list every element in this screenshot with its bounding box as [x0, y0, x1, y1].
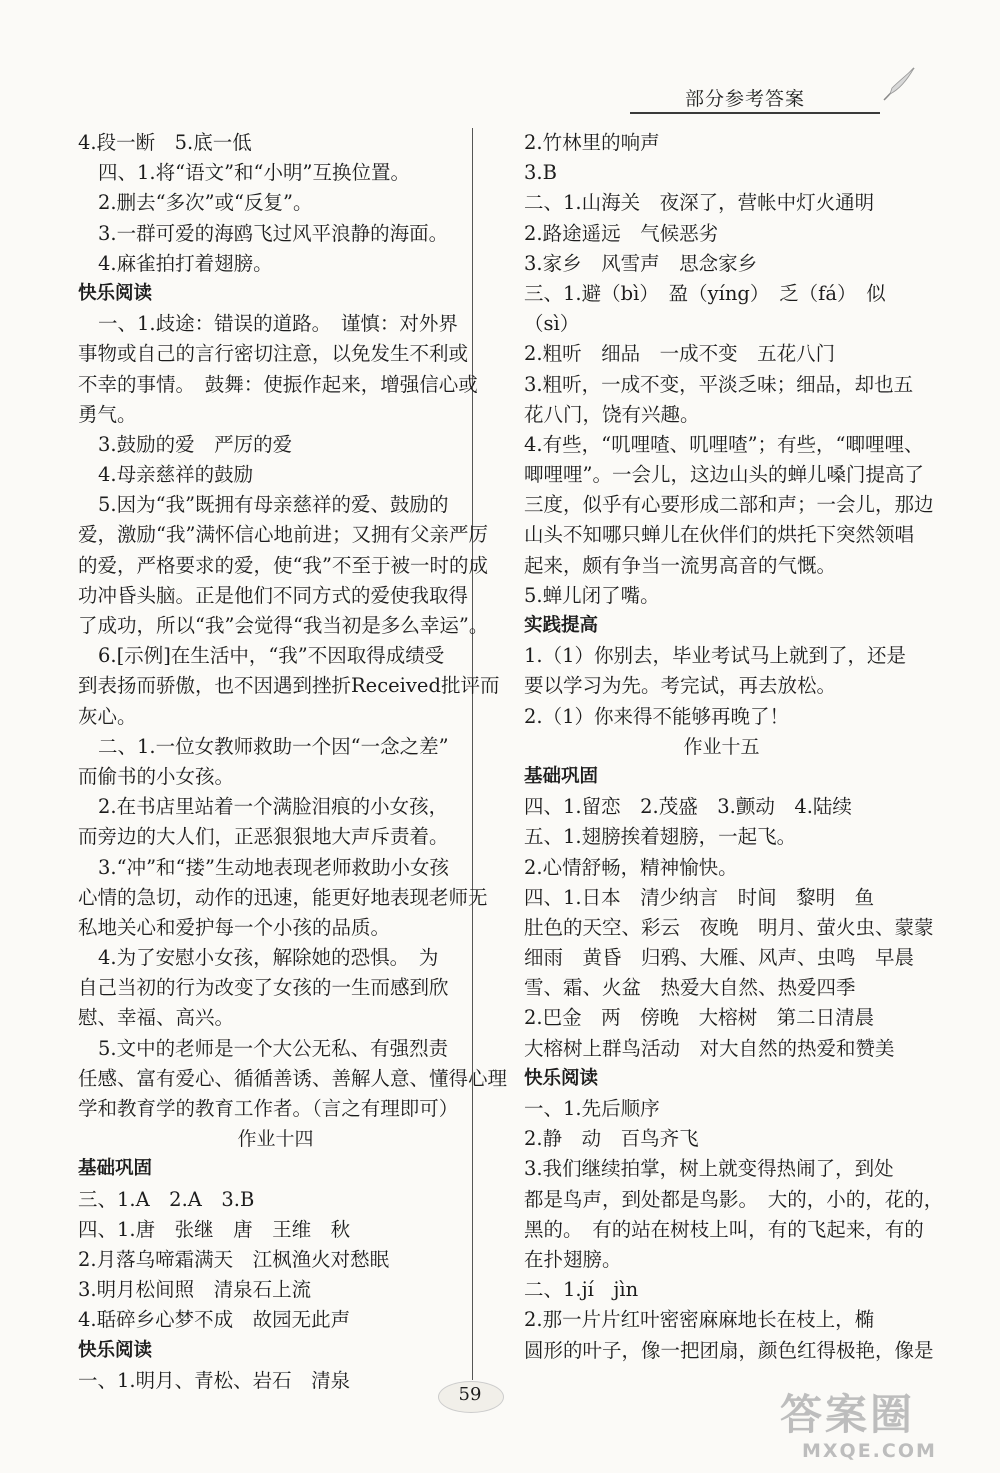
answer-line: 任感、富有爱心、循循善诱、善解人意、懂得心理: [78, 1066, 508, 1090]
answer-line: 1.（1）你别去，毕业考试马上就到了，还是: [524, 644, 907, 668]
page-number-text: 59: [458, 1384, 482, 1405]
answer-line: 一、1.先后顺序: [524, 1097, 660, 1120]
answer-line: 2.静 动 百鸟齐飞: [524, 1127, 699, 1151]
answer-line: 山头不知哪只蝉儿在伙伴们的烘托下突然领唱: [524, 523, 915, 547]
answer-line: 2.（1）你来得不能够再晚了！: [524, 704, 790, 728]
answer-line: 2.月落乌啼霜满天 江枫渔火对愁眠: [78, 1247, 390, 1271]
answer-line: 4.有些，“叽哩喳、叽哩喳”；有些，“唧哩哩、: [524, 432, 924, 456]
answer-line: 不幸的事情。 鼓舞：使振作起来，增强信心或: [78, 372, 478, 396]
watermark-domain: MXQE.COM: [802, 1440, 937, 1462]
assignment-title: 作业十五: [683, 735, 760, 758]
answer-line: 三、1.A 2.A 3.B: [78, 1187, 255, 1211]
section-heading: 快乐阅读: [524, 1067, 599, 1089]
answer-line: 4.段一断 5.底一低: [78, 131, 252, 154]
answer-line: 一、1.歧途：错误的道路。 谨慎：对外界: [98, 312, 458, 336]
answer-line: 4.聒碎乡心梦不成 故园无此声: [78, 1308, 351, 1332]
answer-line: 4.麻雀拍打着翅膀。: [98, 251, 273, 275]
answer-line: 而偷书的小女孩。: [78, 764, 235, 788]
answer-line: 肚色的天空、彩云 夜晚 明月、萤火虫、蒙蒙: [524, 915, 934, 939]
answer-line: 5.蝉儿闭了嘴。: [524, 583, 660, 607]
answer-line: 雪、霜、火盆 热爱大自然、热爱四季: [524, 976, 856, 1000]
answer-line: 事物或自己的言行密切注意，以免发生不利或: [78, 342, 469, 366]
answer-line: 到表扬而骄傲，也不因遇到挫折Received批评而: [78, 674, 500, 698]
answer-line: 3.家乡 风雪声 思念家乡: [524, 251, 758, 275]
answer-line: 三、1.避（bì） 盈（yíng） 乏（fá） 似: [524, 281, 886, 305]
section-heading: 实践提高: [524, 615, 599, 636]
answer-line: 二、1.山海关 夜深了，营帐中灯火通明: [524, 191, 875, 215]
answer-line: 2.那一片片红叶密密麻麻地长在枝上，椭: [524, 1308, 875, 1332]
watermark-logo-text: 答案圈: [780, 1390, 916, 1439]
answer-line: 花八门，饶有兴趣。: [524, 402, 700, 426]
header-rule: [630, 112, 880, 114]
answer-line: 了成功，所以“我”会觉得“我当初是多么幸运”。: [78, 614, 489, 637]
answer-line: （sì）: [524, 312, 580, 336]
answer-line: 三度，似乎有心要形成二部和声；一会儿，那边: [524, 493, 934, 517]
watermark: [780, 1390, 990, 1468]
answer-line: 黑的。 有的站在树枝上叫，有的飞起来，有的: [524, 1217, 924, 1241]
answer-line: 在扑翅膀。: [524, 1247, 622, 1271]
answer-line: 2.删去“多次”或“反复”。: [98, 191, 313, 215]
answer-line: 4.母亲慈祥的鼓励: [98, 463, 254, 487]
page-header: [630, 84, 880, 114]
answer-line: 自己当初的行为改变了女孩的一生而感到欣: [78, 976, 449, 1000]
answer-line: 学和教育学的教育工作者。（言之有理即可）: [78, 1097, 459, 1120]
right-column: [524, 128, 944, 1366]
answer-line: 5.文中的老师是一个大公无私、有强烈责: [98, 1036, 449, 1060]
answer-line: 3.B: [524, 161, 557, 185]
answer-line: 圆形的叶子，像一把团扇，颜色红得极艳，像是: [524, 1338, 934, 1362]
header-title: 部分参考答案: [685, 88, 806, 110]
answer-line: 慰、幸福、高兴。: [78, 1006, 235, 1030]
answer-line: 5.因为“我”既拥有母亲慈祥的爱、鼓励的: [98, 493, 449, 517]
answer-line: 四、1.将“语文”和“小明”互换位置。: [98, 161, 410, 185]
answer-line: 4.为了安慰小女孩，解除她的恐惧。 为: [98, 946, 439, 970]
answer-line: 2.竹林里的响声: [524, 131, 660, 154]
answer-line: 2.粗听 细品 一成不变 五花八门: [524, 342, 836, 366]
section-heading: 快乐阅读: [78, 1339, 153, 1361]
answer-line: 3.一群可爱的海鸥飞过风平浪静的海面。: [98, 221, 449, 245]
answer-line: 3.粗听，一成不变，平淡乏味；细品，却也五: [524, 372, 914, 396]
answer-line: 二、1.jí jìn: [524, 1278, 639, 1302]
answer-line: 3.我们继续拍掌，树上就变得热闹了，到处: [524, 1157, 894, 1181]
answer-line: 灰心。: [78, 704, 137, 728]
answer-line: 2.路途遥远 气候恶劣: [524, 221, 719, 245]
answer-line: 2.巴金 两 傍晚 大榕树 第二日清晨: [524, 1006, 875, 1030]
answer-line: 都是鸟声，到处都是鸟影。 大的，小的，花的，: [524, 1187, 944, 1211]
answer-line: 要以学习为先。考完试，再去放松。: [524, 674, 837, 698]
feather-pen-icon: [880, 64, 920, 104]
section-heading: 基础巩固: [524, 765, 599, 787]
answer-line: 爱，激励“我”满怀信心地前进；又拥有父亲严厉: [78, 523, 488, 547]
section-heading: 基础巩固: [78, 1158, 153, 1180]
answer-line: 3.鼓励的爱 严厉的爱: [98, 432, 293, 456]
answer-line: 大榕树上群鸟活动 对大自然的热爱和赞美: [524, 1036, 895, 1060]
answer-line: 心情的急切，动作的迅速，能更好地表现老师无: [78, 885, 488, 909]
section-heading: 快乐阅读: [78, 282, 153, 304]
assignment-title: 作业十四: [237, 1128, 314, 1151]
answer-line: 3.明月松间照 清泉石上流: [78, 1278, 312, 1302]
answer-line: 四、1.唐 张继 唐 王维 秋: [78, 1217, 351, 1241]
answer-line: 四、1.留恋 2.茂盛 3.颤动 4.陆续: [524, 795, 852, 819]
answer-line: 功冲昏头脑。正是他们不同方式的爱使我取得: [78, 583, 469, 607]
answer-line: 五、1.翅膀挨着翅膀，一起飞。: [524, 825, 797, 849]
answer-line: 细雨 黄昏 归鸦、大雁、风声、虫鸣 早晨: [524, 946, 915, 970]
answer-line: 唧哩哩”。一会儿，这边山头的蝉儿嗓门提高了: [524, 463, 924, 487]
answer-line: 3.“冲”和“搂”生动地表现老师救助小女孩: [98, 855, 449, 879]
answer-line: 一、1.明月、青松、岩石 清泉: [78, 1368, 351, 1392]
answer-line: 勇气。: [78, 402, 137, 426]
answer-line: 2.心情舒畅，精神愉快。: [524, 855, 738, 879]
answer-line: 四、1.日本 清少纳言 时间 黎明 鱼: [524, 885, 875, 909]
answer-line: 而旁边的大人们，正恶狠狠地大声斥责着。: [78, 825, 449, 849]
answer-line: 起来，颇有争当一流男高音的气慨。: [524, 553, 837, 577]
answer-line: 的爱，严格要求的爱，使“我”不至于被一时的成: [78, 553, 488, 577]
answer-line: 私地关心和爱护每一个小孩的品质。: [78, 915, 391, 939]
answer-line: 6.[示例]在生活中，“我”不因取得成绩受: [98, 644, 445, 668]
answer-line: 二、1.一位女教师救助一个因“一念之差”: [98, 734, 449, 758]
answer-line: 2.在书店里站着一个满脸泪痕的小女孩，: [98, 795, 449, 819]
page-number: [430, 1375, 510, 1415]
